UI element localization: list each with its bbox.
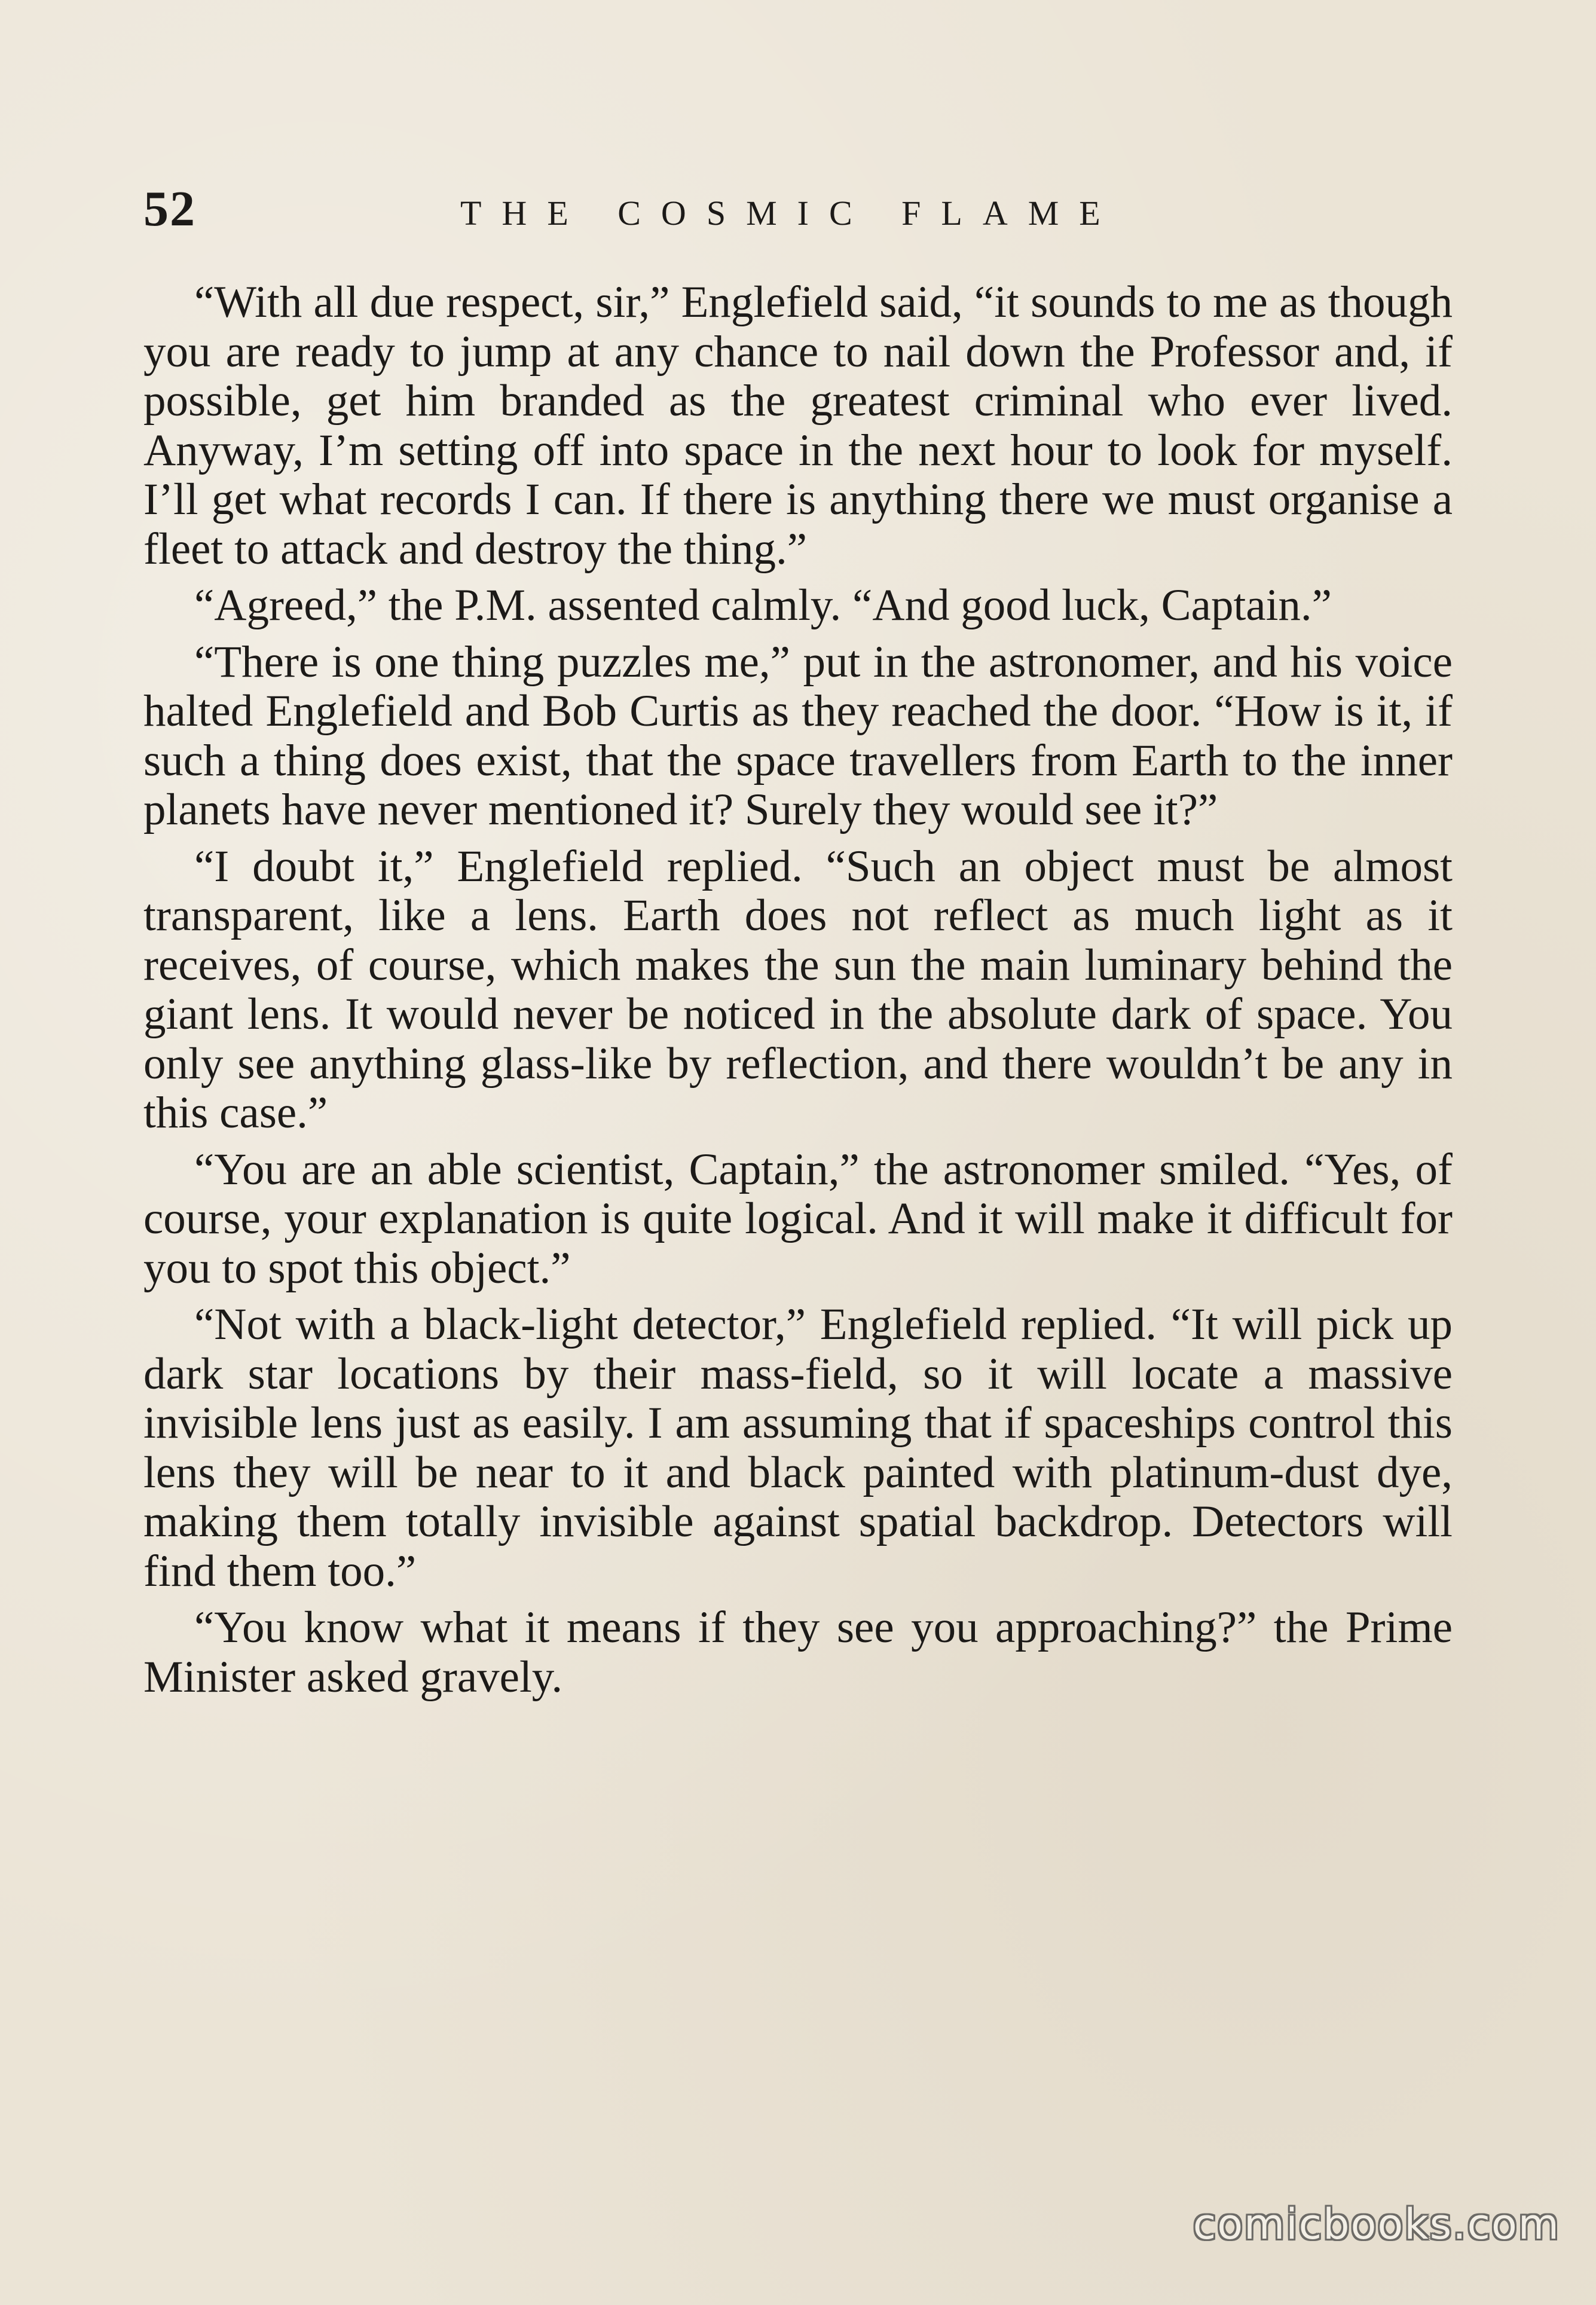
- paragraph-7: “You know what it means if they see you approaching?” the Prime Minister asked gravely.: [143, 1603, 1453, 1702]
- paragraph-3: “There is one thing puzzles me,” put in the astronomer, and his voice halted Englefield and Bob Curtis as they reached the door. “How is it, if such a thing does exist, that the space travellers from Earth to the inner planets have never mentioned it? Surely they would see it?”: [143, 637, 1453, 834]
- page-number: 52: [143, 181, 196, 237]
- running-head: [143, 179, 1459, 245]
- paragraph-5: “You are an able scientist, Captain,” the astronomer smiled. “Yes, of course, your explanation is quite logical. And it will make it difficult for you to spot this object.”: [143, 1144, 1453, 1293]
- paragraph-2: “Agreed,” the P.M. assented calmly. “And good luck, Captain.”: [194, 580, 1332, 630]
- paragraph-4: “I doubt it,” Englefield replied. “Such an object must be almost transparent, like a lens. Earth does not reflect as much light as it receives, of course, which makes the sun the main luminary behind the giant lens. It would never be noticed in the absolute dark of space. You only see anything glass-like by reflection, and there wouldn’t be any in this case.”: [143, 841, 1453, 1138]
- book-title: THE COSMIC FLAME: [460, 194, 1121, 233]
- paragraph-6: “Not with a black-light detector,” Englefield replied. “It will pick up dark star locations by their mass-field, so it will locate a massive invisible lens just as easily. I am assuming that if spaceships control this lens they will be near to it and black painted with platinum-dust dye, making them totally invisible against spatial backdrop. Detectors will find them too.”: [143, 1300, 1453, 1596]
- watermark: comicbooks.com: [1193, 2200, 1560, 2249]
- paragraph-1: “With all due respect, sir,” Englefield said, “it sounds to me as though you are ready to jump at any chance to nail down the Professor and, if possible, get him branded as the greatest criminal who ever lived. Anyway, I’m setting off into space in the next hour to look for myself. I’ll get what records I can. If there is anything there we must organise a fleet to attack and destroy the thing.”: [143, 277, 1453, 574]
- body-text: [143, 278, 1453, 1709]
